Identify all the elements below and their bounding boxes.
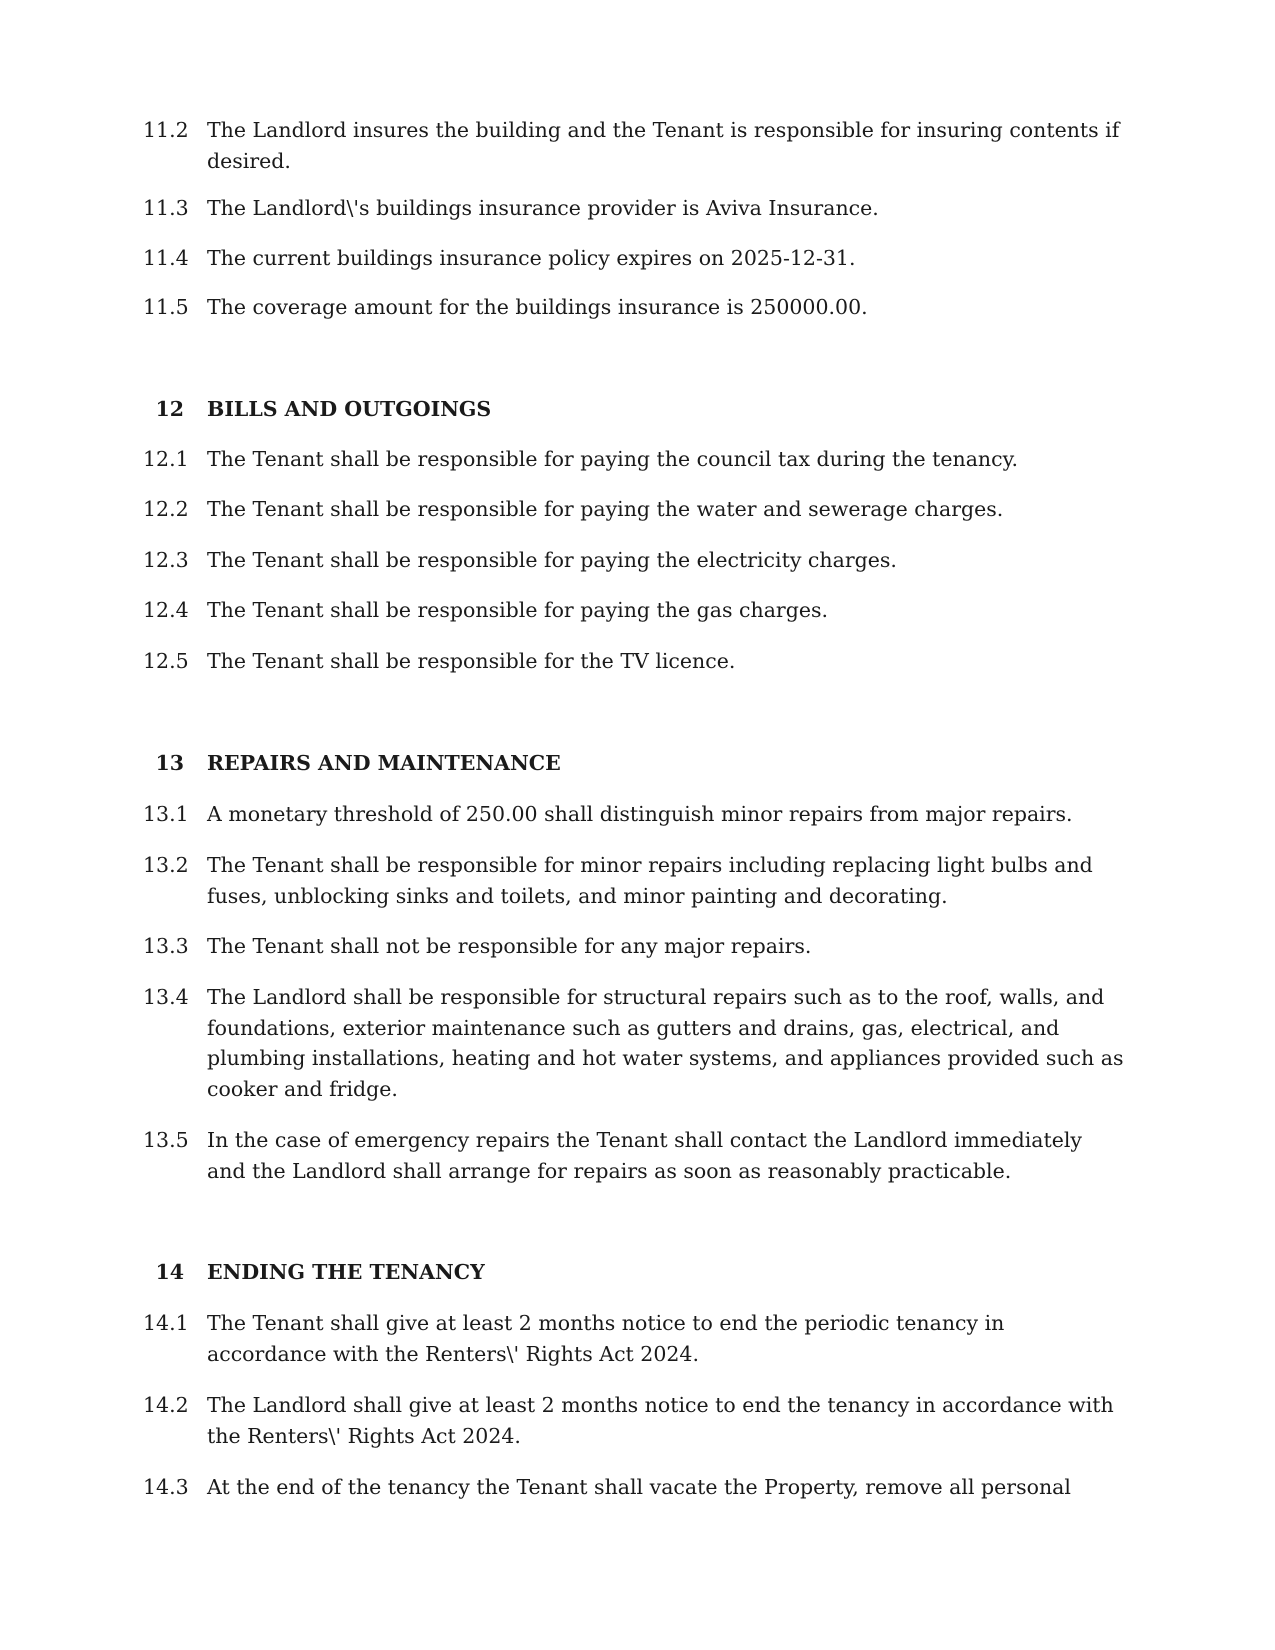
clause-text: The Landlord\'s buildings insurance provider is Aviva Insurance. [207,196,879,220]
clause-number: 12.5 [143,649,189,673]
section-number: 14 [155,1260,184,1284]
clause-text: The Tenant shall give at least 2 months notice to end the periodic tenancy in accordance with the Renters\' Rights Act 2024. [207,1311,1005,1366]
clause-text: The Tenant shall be responsible for paying the council tax during the tenancy. [207,447,1018,471]
clause-text: The Landlord shall give at least 2 months notice to end the tenancy in accordance with the Renters\' Rights Act 2024. [207,1393,1114,1448]
clause-text: The Tenant shall not be responsible for any major repairs. [207,934,812,958]
clause-number: 12.1 [143,447,189,471]
clause-text: The Tenant shall be responsible for the TV licence. [207,649,736,673]
clause-number: 14.1 [143,1311,189,1335]
clause-number: 13.5 [143,1128,189,1152]
clause-text: The Landlord insures the building and the Tenant is responsible for insuring contents if desired. [207,118,1120,173]
clause-number: 14.2 [143,1393,189,1417]
clause-text: The Tenant shall be responsible for paying the water and sewerage charges. [207,497,1004,521]
clause-number: 13.4 [143,985,189,1009]
clause-text: The Tenant shall be responsible for paying the gas charges. [207,598,829,622]
clause-text: A monetary threshold of 250.00 shall distinguish minor repairs from major repairs. [207,802,1073,826]
clause-number: 12.2 [143,497,189,521]
section-title: ENDING THE TENANCY [207,1260,485,1284]
clause-number: 11.3 [143,196,189,220]
clause-number: 13.1 [143,802,189,826]
clause-text: The Landlord shall be responsible for structural repairs such as to the roof, walls, and foundations, exterior maintenance such as gutters and drains, gas, electrical, and plumbing installations, heating and hot water systems, and appliances provided such as cooker and fridge. [207,985,1124,1101]
clause-number: 11.5 [143,295,189,319]
clause-text: The Tenant shall be responsible for paying the electricity charges. [207,548,897,572]
clause-number: 12.3 [143,548,189,572]
clause-text: The current buildings insurance policy expires on 2025-12-31. [207,246,856,270]
clause-number: 14.3 [143,1475,189,1499]
clause-number: 11.2 [143,118,189,142]
section-title: BILLS AND OUTGOINGS [207,397,492,421]
clause-text: The Tenant shall be responsible for minor repairs including replacing light bulbs and fuses, unblocking sinks and toilets, and minor painting and decorating. [207,853,1093,908]
section-title: REPAIRS AND MAINTENANCE [207,751,561,775]
clause-number: 13.2 [143,853,189,877]
clause-text: In the case of emergency repairs the Tenant shall contact the Landlord immediately and the Landlord shall arrange for repairs as soon as reasonably practicable. [207,1128,1082,1183]
clause-text: At the end of the tenancy the Tenant shall vacate the Property, remove all personal [207,1475,1071,1499]
clause-number: 12.4 [143,598,189,622]
clause-text: The coverage amount for the buildings insurance is 250000.00. [207,295,868,319]
clause-number: 13.3 [143,934,189,958]
section-number: 13 [155,751,184,775]
section-number: 12 [155,397,184,421]
clause-number: 11.4 [143,246,189,270]
